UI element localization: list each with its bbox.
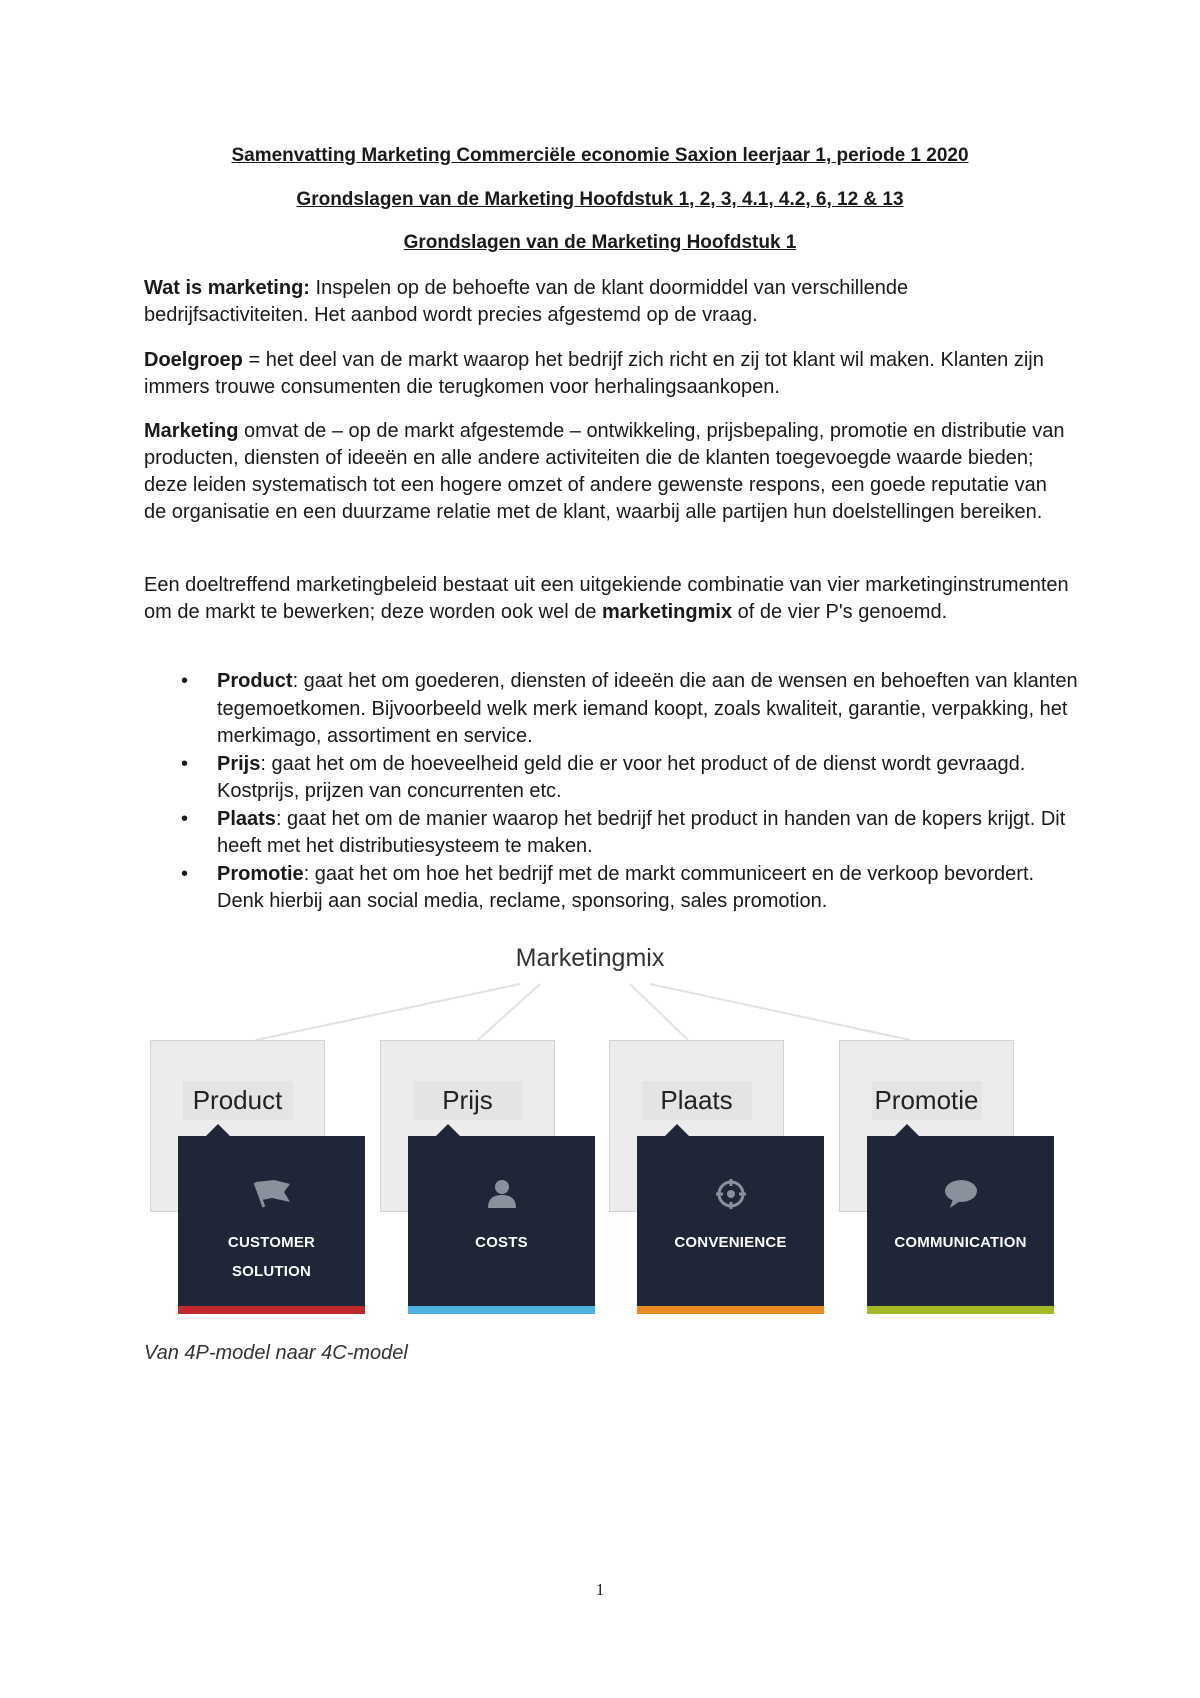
color-bar [408,1306,595,1314]
c-box-convenience [637,1136,824,1306]
c-label-line: COSTS [475,1234,528,1251]
flag-icon [178,1178,365,1215]
p-label: Product [183,1081,293,1120]
c-label-line: CONVENIENCE [674,1234,787,1251]
list-item [144,751,1084,806]
list-item-lead: Plaats [217,807,276,830]
paragraph-marketingmix [144,572,1070,626]
paragraph-wat-is-marketing [144,275,1070,329]
document-title: Samenvatting Marketing Commerciële economie Saxion leerjaar 1, periode 1 2020 [231,145,969,166]
chapter-1-heading: Grondslagen van de Marketing Hoofdstuk 1 [403,232,797,253]
paragraph-text: Inspelen op de behoefte van de klant doormiddel van verschillende bedrijfsactiviteiten. Het aanbod wordt precies afgestemd op de vraag. [144,277,909,326]
p-label: Plaats [642,1081,752,1120]
list-item [144,806,1084,861]
p-label: Prijs [413,1081,523,1120]
pointer-arrow [895,1124,919,1136]
paragraph-text: = het deel van de markt waarop het bedrijf zich richt en zij tot klant wil maken. Klanten zijn immers trouwe consumenten die terugkomen voor herhalingsaankopen. [144,349,1044,398]
color-bar [637,1306,824,1314]
c-box-customer-solution [178,1136,365,1306]
paragraph-text: omvat de – op de markt afgestemde – ontwikkeling, prijsbepaling, promotie en distributie van producten, diensten of ideeën en alle andere activiteiten die de klanten toegevoegde waarde bieden; deze leiden systematisch tot een hogere omzet of andere gewenste respons, een goede reputatie van de organisatie en een duurzame relatie met de klant, waarbij alle partijen hun doelstellingen bereiken. [144,420,1065,523]
paragraph-doelgroep [144,347,1070,401]
pointer-arrow [436,1124,460,1136]
diagram-title: Marketingmix [515,944,665,972]
bullet-dot: • [181,670,189,692]
c-label [178,1228,365,1286]
list-item [144,668,1084,751]
p-label: Promotie [872,1081,982,1120]
list-item-lead: Prijs [217,752,261,775]
color-bar [178,1306,365,1314]
list-item-text: : gaat het om hoe het bedrijf met de markt communiceert en de verkoop bevordert. Denk hierbij aan social media, reclame, sponsoring, sales promotion. [217,862,1035,912]
c-label [637,1228,824,1257]
c-label [408,1228,595,1257]
c-label [867,1228,1054,1257]
figure-caption: Van 4P-model naar 4C-model [144,1342,408,1364]
list-item-lead: Product [217,670,293,692]
c-box-communication [867,1136,1054,1306]
paragraph-bold-term: marketingmix [602,601,733,623]
paragraph-text: Een doeltreffend marketingbeleid bestaat uit een uitgekiende combinatie van vier marketinginstrumenten om de markt te bewerken; deze worden ook wel de [144,574,1069,623]
c-label-line: SOLUTION [231,1263,312,1280]
pointer-arrow [206,1124,230,1136]
list-item-text: : gaat het om de hoeveelheid geld die er voor het product of de dienst wordt gevraagd. Kostprijs, prijzen van concurrenten etc. [217,752,1026,802]
paragraph-lead: Marketing [144,420,239,442]
pointer-arrow [665,1124,689,1136]
bullet-dot: • [181,807,189,830]
list-item [144,861,1084,916]
list-item-text: : gaat het om goederen, diensten of ideeën die aan de wensen en behoeften van klanten tegemoetkomen. Bijvoorbeeld welk merk iemand koopt, zoals kwaliteit, garantie, verpakking, het merkimago, assortiment en service. [217,670,1078,747]
paragraph-text: of de vier P's genoemd. [732,601,948,623]
paragraph-marketing-definition [144,418,1070,526]
list-item-text: : gaat het om de manier waarop het bedrijf het product in handen van de kopers krijgt. Dit heeft met het distributiesysteem te maken. [217,807,1066,857]
page-number: 1 [595,1580,605,1599]
four-p-list [144,668,1084,916]
bullet-dot: • [181,752,189,775]
target-icon [637,1178,824,1215]
list-item-lead: Promotie [217,862,304,885]
paragraph-lead: Doelgroep [144,349,243,371]
speech-bubble-icon [867,1178,1054,1215]
person-icon [408,1178,595,1215]
bullet-dot: • [181,862,189,885]
color-bar [867,1306,1054,1314]
paragraph-lead: Wat is marketing: [144,277,310,299]
c-label-line: COMMUNICATION [894,1234,1027,1251]
c-label-line: CUSTOMER [227,1234,316,1251]
chapters-heading: Grondslagen van de Marketing Hoofdstuk 1, 2, 3, 4.1, 4.2, 6, 12 & 13 [296,189,904,210]
c-box-costs [408,1136,595,1306]
